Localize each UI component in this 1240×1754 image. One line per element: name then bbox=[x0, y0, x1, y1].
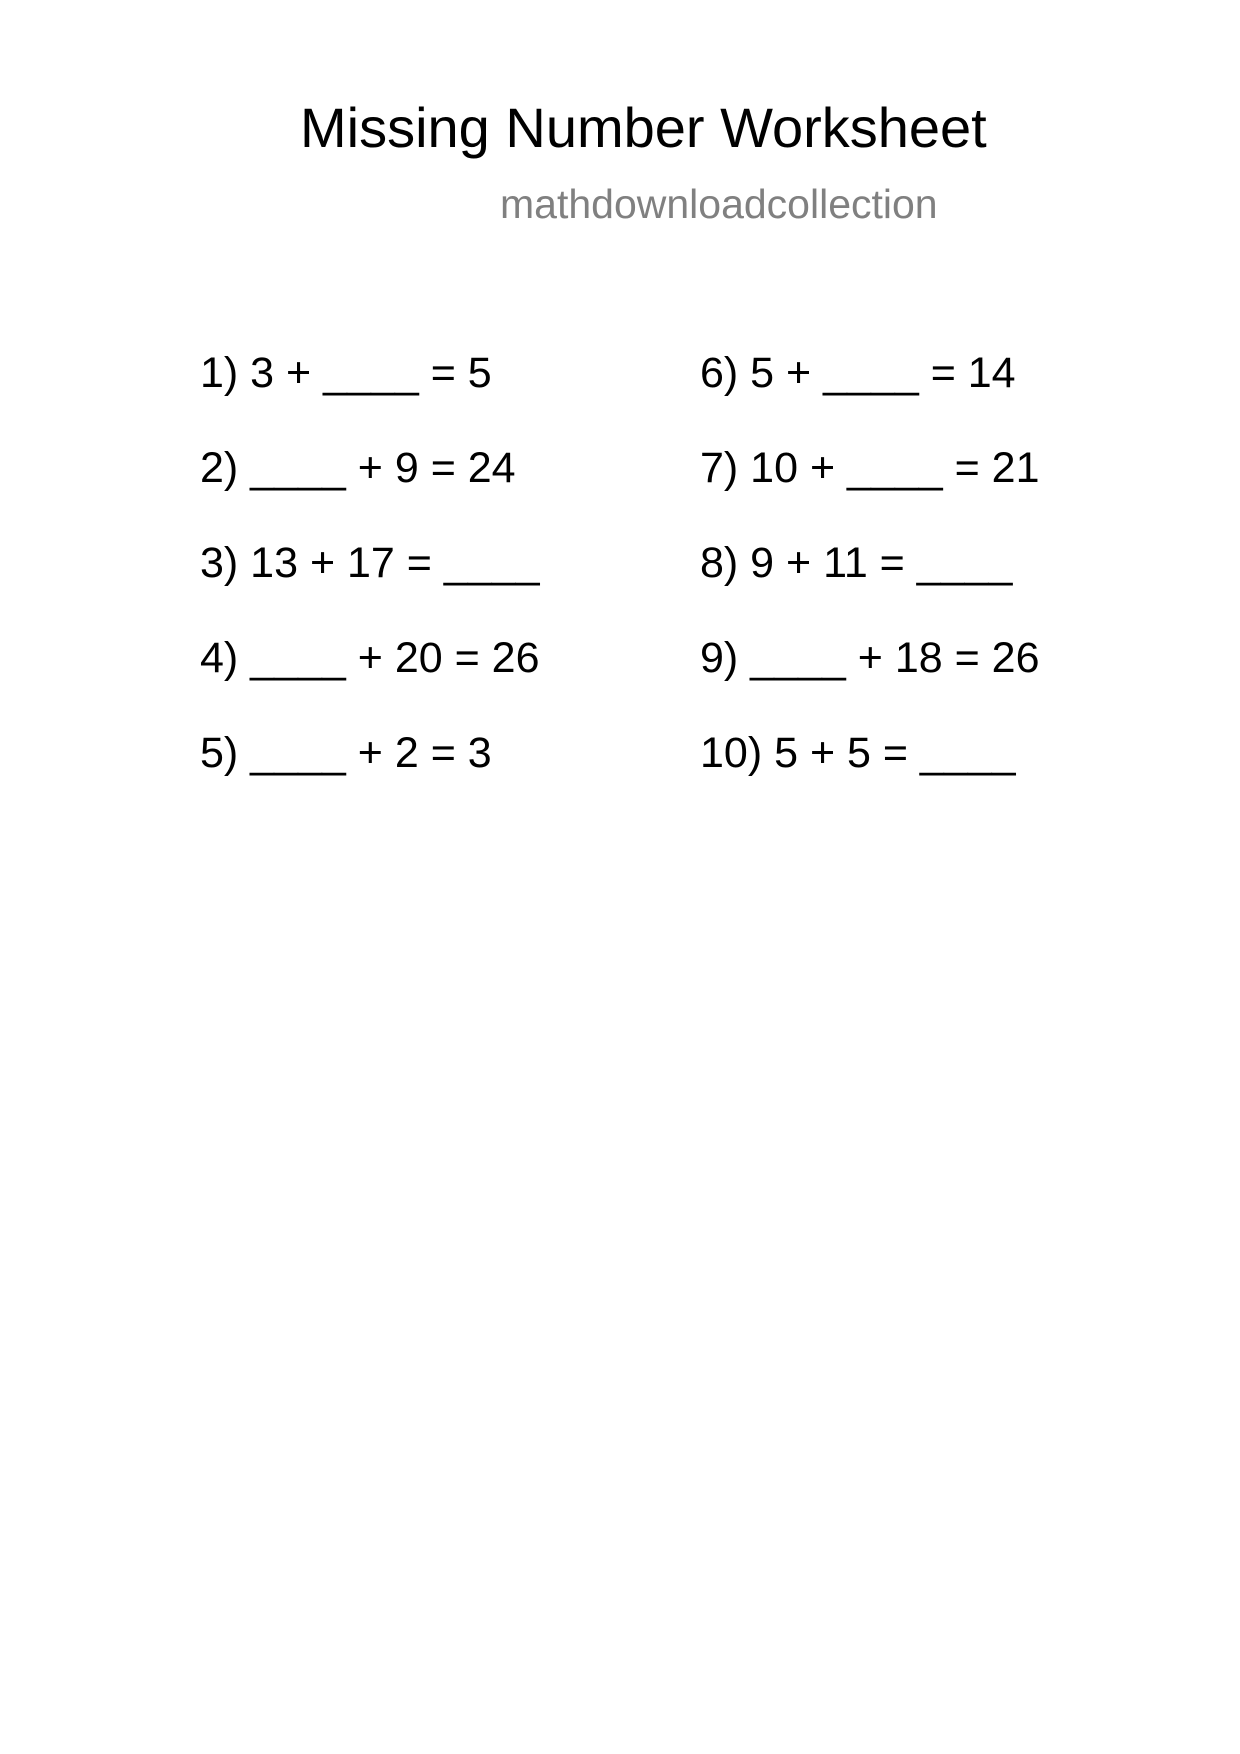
problem-7: 7) 10 + ____ = 21 bbox=[700, 444, 1040, 492]
problem-4: 4) ____ + 20 = 26 bbox=[200, 634, 540, 682]
problem-8: 8) 9 + 11 = ____ bbox=[700, 539, 1013, 587]
problem-5: 5) ____ + 2 = 3 bbox=[200, 729, 492, 777]
worksheet-title: Missing Number Worksheet bbox=[300, 96, 987, 159]
problem-2: 2) ____ + 9 = 24 bbox=[200, 444, 516, 492]
problem-1: 1) 3 + ____ = 5 bbox=[200, 349, 492, 397]
problem-6: 6) 5 + ____ = 14 bbox=[700, 349, 1016, 397]
worksheet-subtitle: mathdownloadcollection bbox=[500, 181, 938, 227]
problem-3: 3) 13 + 17 = ____ bbox=[200, 539, 540, 587]
problems-column-right bbox=[700, 349, 1040, 827]
problems-column-left bbox=[200, 349, 540, 827]
problem-9: 9) ____ + 18 = 26 bbox=[700, 634, 1040, 682]
problem-10: 10) 5 + 5 = ____ bbox=[700, 729, 1016, 777]
